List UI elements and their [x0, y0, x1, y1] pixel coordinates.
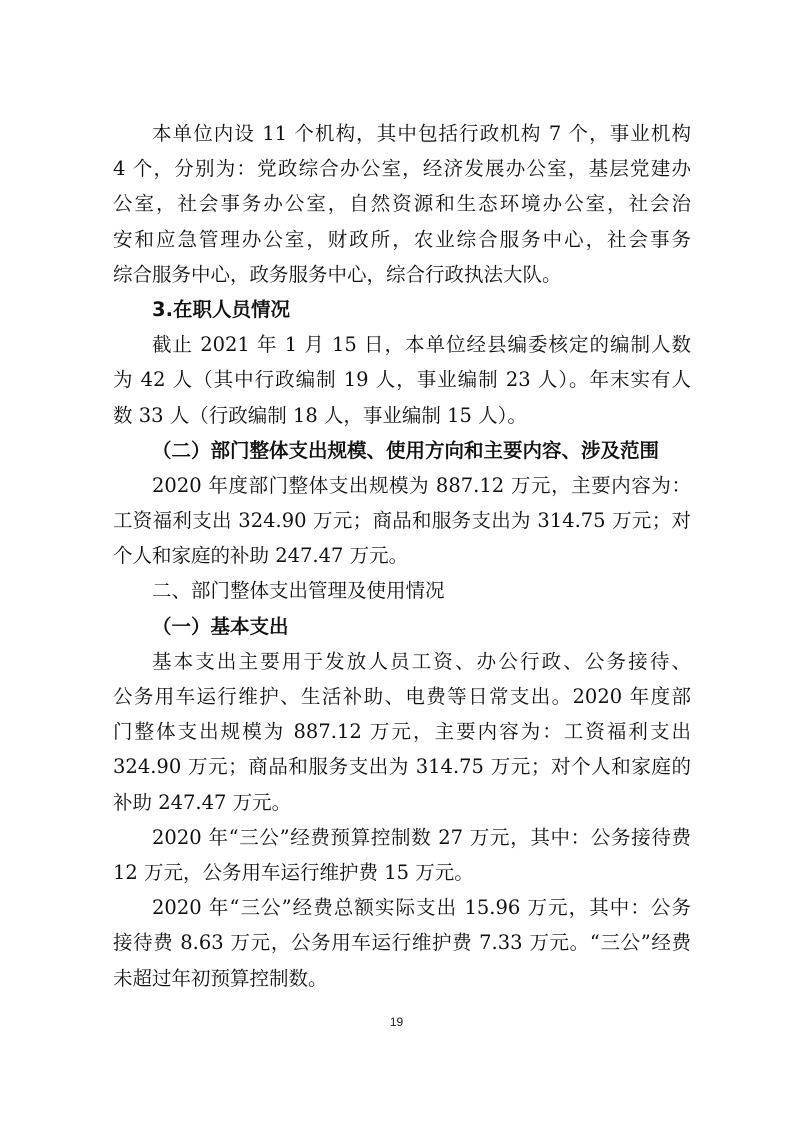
text-line: 接待费 8.63 万元，公务用车运行维护费 7.33 万元。“三公”经费	[113, 931, 691, 955]
text-line: 基本支出主要用于发放人员工资、办公行政、公务接待、	[152, 649, 691, 673]
paragraph-heading-3	[113, 292, 691, 327]
text-line: 工资福利支出 324.90 万元；商品和服务支出为 314.75 万元；对	[113, 509, 691, 533]
text-line: （一）基本支出	[152, 614, 289, 638]
text-line: 公务用车运行维护、生活补助、电费等日常支出。2020 年度部	[113, 685, 691, 708]
paragraph-actual	[113, 890, 691, 996]
text-line: 截止 2021 年 1 月 15 日，本单位经县编委核定的编制人数	[152, 333, 691, 357]
paragraph-scale	[113, 468, 691, 574]
text-line: 安和应急管理办公室，财政所，农业综合服务中心，社会事务	[113, 227, 691, 251]
paragraph-basic	[113, 644, 691, 820]
paragraph-heading-2	[113, 573, 691, 608]
page-number: 19	[389, 1015, 404, 1029]
paragraph-heading-2-2	[113, 433, 691, 468]
text-line: 二、部门整体支出管理及使用情况	[152, 579, 445, 603]
text-line: 324.90 万元；商品和服务支出为 314.75 万元；对个人和家庭的	[113, 755, 691, 779]
text-line: 数 33 人（行政编制 18 人，事业编制 15 人）。	[113, 403, 527, 427]
text-line: 12 万元，公务用车运行维护费 15 万元。	[113, 860, 474, 884]
text-line: 未超过年初预算控制数。	[113, 966, 328, 990]
text-line: 个人和家庭的补助 247.47 万元。	[113, 544, 409, 568]
text-line: 4 个，分别为：党政综合办公室，经济发展办公室，基层党建办	[113, 157, 691, 181]
paragraph-heading-2-1	[113, 609, 691, 644]
paragraph-budget	[113, 820, 691, 890]
document-body	[113, 116, 691, 996]
text-line: 门整体支出规模为 887.12 万元，主要内容为：工资福利支出	[113, 720, 691, 744]
text-line: 本单位内设 11 个机构，其中包括行政机构 7 个，事业机构	[152, 122, 691, 145]
text-line: 2020 年“三公”经费总额实际支出 15.96 万元，其中：公务	[152, 896, 691, 920]
text-line: 3.在职人员情况	[152, 297, 290, 321]
text-line: 为 42 人（其中行政编制 19 人，事业编制 23 人）。年末实有人	[113, 368, 691, 392]
text-line: 补助 247.47 万元。	[113, 790, 292, 814]
paragraph-institutions	[113, 116, 691, 292]
text-line: 2020 年度部门整体支出规模为 887.12 万元，主要内容为：	[152, 473, 691, 497]
text-line: （二）部门整体支出规模、使用方向和主要内容、涉及范围	[152, 438, 660, 462]
text-line: 2020 年“三公”经费预算控制数 27 万元，其中：公务接待费	[152, 825, 691, 849]
paragraph-staff	[113, 327, 691, 433]
text-line: 综合服务中心，政务服务中心，综合行政执法大队。	[113, 262, 562, 286]
text-line: 公室，社会事务办公室，自然资源和生态环境办公室，社会治	[113, 192, 691, 216]
